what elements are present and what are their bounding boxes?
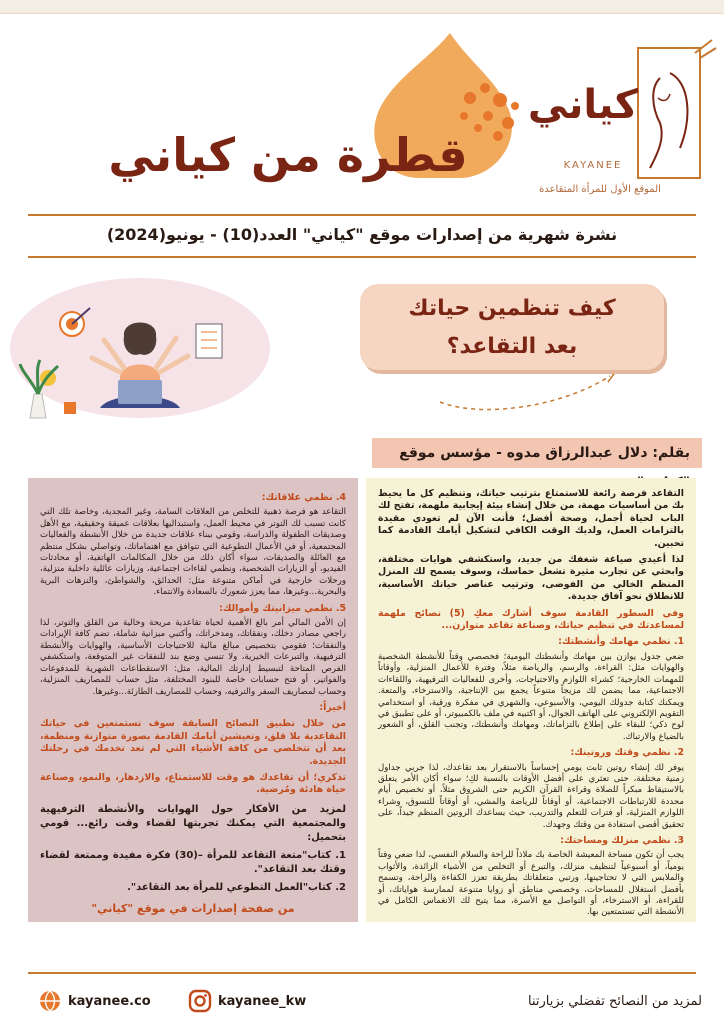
brand-arabic-name: كياني bbox=[527, 82, 638, 128]
question-line-2: بعد التقاعد؟ bbox=[446, 334, 578, 359]
instagram-link[interactable] bbox=[188, 988, 338, 1014]
intro-paragraph: التقاعد فرصة رائعة للاستمتاع بترتيب حياتك، وتنظيم كل ما يحيط بك من أساسيات مهمة، من خلال إنشاء بيئة إيجابية ملهمة، تفتح لك الباب لحياة أجمل، وصحة أفضل؛ فأنت الآن لم تعودي مقيدة بالتزامات العمل، ولديك الوقت الكافي لتشكيل أيامك القادمة كما تحبين. bbox=[378, 488, 684, 549]
section-heading: 2. نظمي وقتك وروتينك: bbox=[570, 747, 684, 759]
intro-paragraph-2: لذا أعيدي صياغة شغفك من جديد، واستكشفي هوايات مختلفة، وابحثي عن تجارب مثيرة تشعل حماسك، وسوف يسمح لك المنزل المنظم الخالي من الفوضى، وترتيب عناصر حياتك الأساسية، للانطلاق نحو آفاق جديدة. bbox=[378, 554, 684, 603]
publications-source: من صفحة إصدارات في موقع "كياني" bbox=[91, 901, 295, 915]
section-body: التقاعد هو فرصة ذهبية للتخلص من العلاقات السامة، وغير المجدية، وخاصة تلك التي كانت تسبب لك التوتر في محيط العمل، واستبداليها بعلاقات عميقة وحقيقية، مع الأهل وصديقات الطفولة والدراسة، وقومي ببناء علاقات جديدة من خلال الأنشطة والفعاليات المجتمعية، أو في الأعمال التطوعية التي تتوافق مع اهتماماتك، وتواصلي بشكل منتظم مع العائلة والصديقات، سواء أكان ذلك من خلال المكالمات الهاتفية، أو محادثات الفيديو، أو الزيارات الشخصية، ونظمي لقاءات اجتماعية، وزيارات عائلية داخلية منزلية، ورحلات خارجية في أماكن متنوعة مثل: الحدائق، والشواطئ، والنزهات البرية والبحرية...وغيرها، مما يعزز شعورك بالسعادة والانتماء. bbox=[40, 507, 346, 598]
article-column-right bbox=[366, 478, 696, 922]
book-link-2[interactable]: 2. كتاب"العمل التطوعي للمرأة بعد التقاعد". bbox=[127, 881, 346, 893]
author-byline: بقلم: دلال عبدالرزاق مدوه - مؤسس موقع bbox=[372, 438, 702, 468]
brand-english-name: KAYANEE bbox=[563, 160, 623, 171]
closing-heading: أخيراً: bbox=[319, 701, 346, 713]
section-body: ضعي جدول يوازن بين مهامك وأنشطتك اليومية؛ فخصصي وقتاً للأنشطة الشخصية والهوايات مثل: القراءة، والرسم، والرياضة مثلاً، وفترة للأعمال المنزلية، وأوقاتاً للمهمات الخارجية؛ كشراء اللوازم والاحتياجات، وأخرى للفعاليات الترفيهية، واللقاءات الاجتماعية، مما يضمن لك مزيجاً متنوعاً يجمع بين الإنتاجية، والاسترخاء، والمتعة. ويمكنك كتابة جدولك اليومي، والأسبوعي، والشهري في مفكرة ورقية، أو استخدامي التقويم الإلكتروني على الهاتف الجوال، أو اكتبيه في ملف بالكمبيوتر، أو على تطبيق في لوح ذكي؛ للبقاء على إطلاع بالتزاماتك، ومهامك وأنشطتك، وتجنب القلق، أو الشعور بالضياع والارتباك. bbox=[378, 651, 684, 742]
question-line-1: كيف تنظمين حياتك bbox=[408, 296, 616, 321]
book-link-1[interactable]: 1. كتاب"متعة التقاعد للمرأة –(30) فكرة مفيدة وممتعة لقضاء وقتك بعد التقاعد". bbox=[40, 849, 346, 875]
website-link[interactable] bbox=[38, 988, 168, 1014]
tips-intro: وفي السطور القادمة سوف أشارك معكِ (5) نصائح ملهمة لمساعدتك في تنظيم حياتك، وصناعة تقاعد متوازن... bbox=[378, 607, 684, 632]
divider bbox=[28, 256, 696, 258]
section-heading: 3. نظمي منزلك ومساحتك: bbox=[560, 834, 684, 846]
closing-reminder: تذكري؛ أن تقاعدك هو وقت للاستمتاع، والازدهار، والنمو، وصناعة حياة هادئة ومُرضية. bbox=[40, 771, 346, 796]
section-body: إن الأمن المالي أمر بالغ الأهمية لحياة تقاعدية مريحة وخالية من القلق والتوتر، لذا راجعي مصادر دخلك، ونفقاتك، ومدخراتك، وأكتبي ميزانية شاملة، تضم كافة الإيرادات والنفقات؛ فقومي بتخصيص مبالغ مالية للاحتياجات الأساسية، والهوايات والأنشطة الترفيهية، والتبرعات الخيرية، ولا تنسي وضع بند للنفقات غير المتوقعة، واستكشفي الفرص المتاحة لتبسيط إدارتك المالية، مثل: الاستقطاعات الشهرية للمدفوعات والفواتير، أو فتح حسابات خاصة للبنود المختلفة، مثل حساب للمصاريف المنزلية، وحساب لمصاريف السفر والترفيه، وحساب للمصاريف الطارئة...وغيرها. bbox=[40, 618, 346, 697]
footer-divider bbox=[28, 972, 696, 974]
article-column-left bbox=[28, 478, 358, 922]
closing-paragraph: من خلال تطبيق النصائح السابقة سوف تستمتعين في حياتك التقاعدية بلا قلق، وتعيشين أيامك القادمة بصورة متوازنة ومنظمة، بعد أن تتخلصي من كافة الأشياء التي لم تعد تخدمك في رحلتك الجديدة. bbox=[40, 718, 346, 767]
section-heading: 1. نظمي مهامك وأنشطتك: bbox=[558, 636, 684, 648]
instagram-handle: kayanee_kw bbox=[218, 993, 307, 1009]
divider bbox=[28, 214, 696, 216]
article-question-box bbox=[360, 284, 664, 370]
website-url: kayanee.co bbox=[68, 993, 151, 1009]
newsletter-title: قطرة من كياني bbox=[108, 128, 468, 182]
top-decor-bar bbox=[0, 0, 724, 14]
more-ideas-note: لمزيد من الأفكار حول الهوايات والأنشطة الترفيهية والمجتمعية التي يمكنك تجربتها لقضاء وقت رائع... قومي بتحميل: bbox=[40, 803, 346, 843]
section-heading: 5. نظمي ميزانيتك وأموالك: bbox=[219, 602, 346, 614]
section-heading: 4. نظمي علاقاتك: bbox=[261, 492, 346, 503]
footer-visit-text: لمزيد من النصائح تفضلي بزيارتنا bbox=[528, 993, 702, 1009]
globe-icon bbox=[38, 989, 62, 1013]
instagram-icon bbox=[188, 989, 212, 1013]
section-body: يجب أن تكون مساحة المعيشة الخاصة بك ملاذاً للراحة والسلام النفسي، لذا ضعي وقتاً يومياً، أو أسبوعياً لتنظيف منزلك، والتبرع أو التخلص من الأشياء الزائدة، والأثواب والملابس التي لا تحتاجينها، ورتبي متعلقاتك بطريقة تعزز الكفاءة والراحة، وتسمح بأفضل استغلال للمساحات، وخصصي مناطق أو زوايا متنوعة لممارسة هواياتك، أو للقراءة، أو الاسترخاء، أو التواصل مع الأسرة، مما يتيح لك الانغماس الكامل في الأنشطة التي تستمتعين بها. bbox=[378, 850, 684, 918]
issue-line: نشرة شهرية من إصدارات موقع "كياني" العدد(10) - يونيو(2024) bbox=[106, 225, 618, 244]
section-body: يوفر لك إنشاء روتين ثابت يومي إحساساً بالاستقرار بعد تقاعدك، لذا جربي جداول زمنية مختلفة، حتى تعثري على أفضل الأوقات بالنسبة لكِ؛ سواء أكان الأمر يتعلق بالاستيقاظ مبكراً للصلاة وقراءة القرآن الكريم حتى الشروق مثلاً، أو تخصيص أيام محددة للارتباطات الاجتماعية، أو أوقاتاً للرياضة والمشي، أو أوقاتاً للتسوق، وشراء اللوازم المنزلية، أو فترات للتعلم والتدريب، حيث يساعدك الروتين المنظم جيداً، على تحقيق أقصى استفادة من وقتك وجهدك. bbox=[378, 762, 684, 830]
brand-tagline: الموقع الأول للمرأة المتقاعدة bbox=[539, 184, 661, 195]
